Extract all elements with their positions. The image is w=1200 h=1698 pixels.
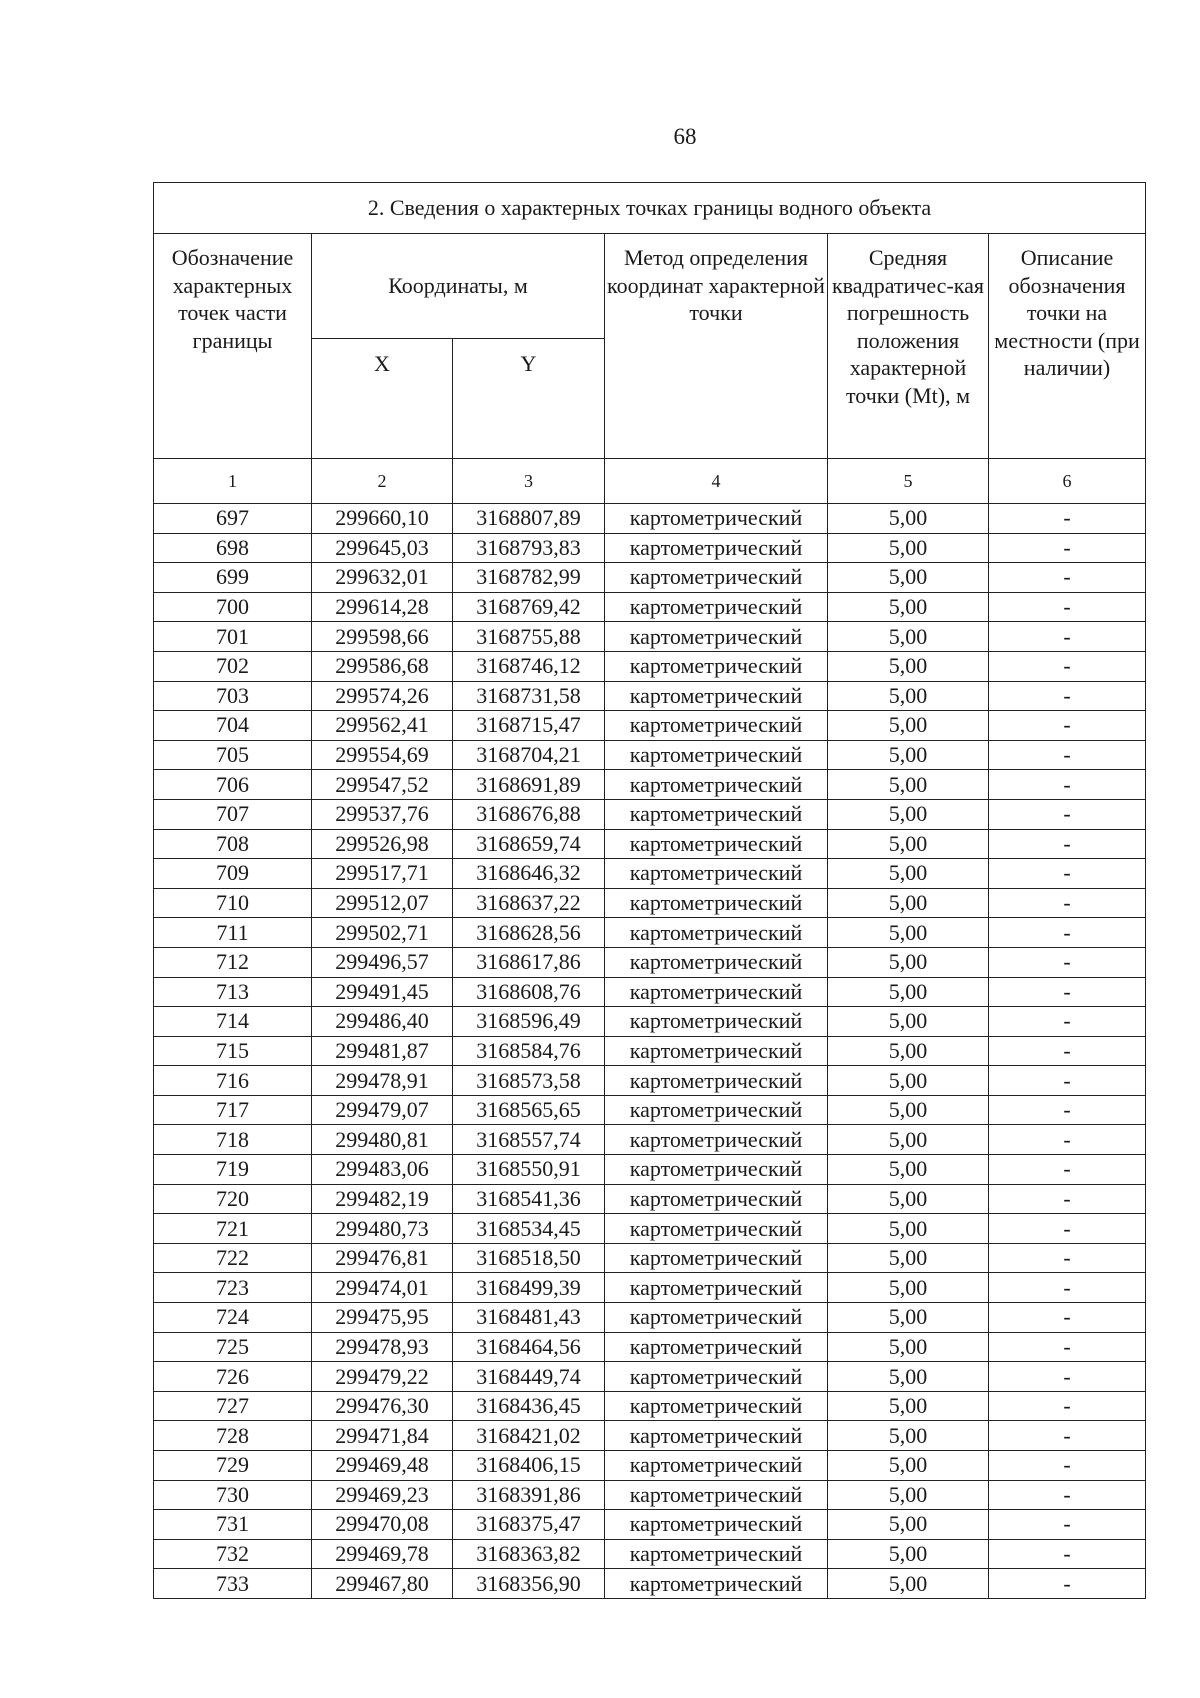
cell-x: 299476,30: [312, 1391, 453, 1421]
cell-x: 299614,28: [312, 592, 453, 622]
cell-method: картометрический: [605, 1184, 828, 1214]
cell-method: картометрический: [605, 1007, 828, 1037]
cell-point-id: 722: [154, 1243, 312, 1273]
table-row: [154, 859, 1146, 889]
cell-description: -: [989, 1007, 1146, 1037]
cell-x: 299554,69: [312, 740, 453, 770]
cell-point-id: 724: [154, 1303, 312, 1333]
cell-error: 5,00: [828, 622, 989, 652]
table-row: [154, 1539, 1146, 1569]
cell-description: -: [989, 770, 1146, 800]
cell-y: 3168793,83: [453, 533, 605, 563]
cell-description: -: [989, 1480, 1146, 1510]
cell-method: картометрический: [605, 1155, 828, 1185]
cell-method: картометрический: [605, 977, 828, 1007]
cell-x: 299475,95: [312, 1303, 453, 1333]
cell-method: картометрический: [605, 681, 828, 711]
cell-x: 299480,81: [312, 1125, 453, 1155]
table-row: [154, 799, 1146, 829]
cell-method: картометрический: [605, 770, 828, 800]
cell-point-id: 719: [154, 1155, 312, 1185]
cell-y: 3168518,50: [453, 1243, 605, 1273]
cell-error: 5,00: [828, 504, 989, 534]
cell-point-id: 712: [154, 947, 312, 977]
cell-description: -: [989, 1510, 1146, 1540]
table-row: [154, 1125, 1146, 1155]
cell-method: картометрический: [605, 1510, 828, 1540]
cell-error: 5,00: [828, 681, 989, 711]
cell-description: -: [989, 651, 1146, 681]
cell-x: 299480,73: [312, 1214, 453, 1244]
cell-description: -: [989, 829, 1146, 859]
cell-method: картометрический: [605, 799, 828, 829]
cell-x: 299471,84: [312, 1421, 453, 1451]
cell-x: 299483,06: [312, 1155, 453, 1185]
cell-description: -: [989, 533, 1146, 563]
cell-method: картометрический: [605, 504, 828, 534]
header-error: Средняя квадратичес-кая погрешность положения характерной точки (Mt), м: [828, 234, 989, 459]
cell-description: -: [989, 740, 1146, 770]
cell-y: 3168746,12: [453, 651, 605, 681]
cell-x: 299547,52: [312, 770, 453, 800]
cell-y: 3168659,74: [453, 829, 605, 859]
cell-method: картометрический: [605, 1125, 828, 1155]
cell-point-id: 708: [154, 829, 312, 859]
cell-method: картометрический: [605, 1569, 828, 1599]
cell-x: 299502,71: [312, 918, 453, 948]
cell-description: -: [989, 1066, 1146, 1096]
cell-error: 5,00: [828, 888, 989, 918]
cell-point-id: 732: [154, 1539, 312, 1569]
cell-y: 3168449,74: [453, 1362, 605, 1392]
cell-point-id: 711: [154, 918, 312, 948]
table-row: [154, 918, 1146, 948]
cell-error: 5,00: [828, 1569, 989, 1599]
cell-method: картометрический: [605, 1391, 828, 1421]
cell-x: 299586,68: [312, 651, 453, 681]
cell-y: 3168363,82: [453, 1539, 605, 1569]
cell-y: 3168617,86: [453, 947, 605, 977]
cell-point-id: 730: [154, 1480, 312, 1510]
cell-y: 3168676,88: [453, 799, 605, 829]
cell-x: 299476,81: [312, 1243, 453, 1273]
cell-description: -: [989, 1569, 1146, 1599]
cell-error: 5,00: [828, 592, 989, 622]
cell-y: 3168421,02: [453, 1421, 605, 1451]
cell-point-id: 702: [154, 651, 312, 681]
cell-error: 5,00: [828, 1451, 989, 1481]
cell-point-id: 697: [154, 504, 312, 534]
table-row: [154, 1480, 1146, 1510]
cell-y: 3168406,15: [453, 1451, 605, 1481]
cell-error: 5,00: [828, 1184, 989, 1214]
cell-description: -: [989, 1303, 1146, 1333]
column-number: 3: [453, 459, 605, 504]
cell-error: 5,00: [828, 1362, 989, 1392]
cell-point-id: 725: [154, 1332, 312, 1362]
cell-error: 5,00: [828, 1066, 989, 1096]
column-number: 4: [605, 459, 828, 504]
cell-description: -: [989, 1451, 1146, 1481]
cell-method: картометрический: [605, 1066, 828, 1096]
table-row: [154, 770, 1146, 800]
cell-point-id: 715: [154, 1036, 312, 1066]
cell-method: картометрический: [605, 1451, 828, 1481]
cell-description: -: [989, 1362, 1146, 1392]
cell-error: 5,00: [828, 1007, 989, 1037]
table-row: [154, 1155, 1146, 1185]
cell-x: 299467,80: [312, 1569, 453, 1599]
cell-x: 299474,01: [312, 1273, 453, 1303]
table-title: 2. Сведения о характерных точках границы водного объекта: [154, 183, 1146, 234]
cell-point-id: 723: [154, 1273, 312, 1303]
cell-x: 299660,10: [312, 504, 453, 534]
table-row: [154, 681, 1146, 711]
cell-error: 5,00: [828, 1273, 989, 1303]
cell-y: 3168550,91: [453, 1155, 605, 1185]
cell-x: 299469,78: [312, 1539, 453, 1569]
table-row: [154, 622, 1146, 652]
cell-x: 299469,23: [312, 1480, 453, 1510]
cell-x: 299537,76: [312, 799, 453, 829]
cell-error: 5,00: [828, 533, 989, 563]
cell-y: 3168731,58: [453, 681, 605, 711]
cell-point-id: 713: [154, 977, 312, 1007]
cell-point-id: 728: [154, 1421, 312, 1451]
cell-point-id: 706: [154, 770, 312, 800]
header-x: X: [312, 339, 453, 459]
cell-point-id: 698: [154, 533, 312, 563]
cell-method: картометрический: [605, 918, 828, 948]
table-row: [154, 1007, 1146, 1037]
cell-point-id: 726: [154, 1362, 312, 1392]
cell-x: 299526,98: [312, 829, 453, 859]
cell-method: картометрический: [605, 829, 828, 859]
cell-x: 299482,19: [312, 1184, 453, 1214]
table-row: [154, 711, 1146, 741]
cell-point-id: 717: [154, 1095, 312, 1125]
cell-description: -: [989, 1332, 1146, 1362]
cell-error: 5,00: [828, 1095, 989, 1125]
cell-method: картометрический: [605, 947, 828, 977]
table-row: [154, 1214, 1146, 1244]
cell-point-id: 727: [154, 1391, 312, 1421]
cell-description: -: [989, 1184, 1146, 1214]
cell-error: 5,00: [828, 1036, 989, 1066]
table-row: [154, 1273, 1146, 1303]
cell-y: 3168391,86: [453, 1480, 605, 1510]
cell-error: 5,00: [828, 1155, 989, 1185]
cell-error: 5,00: [828, 1510, 989, 1540]
cell-y: 3168755,88: [453, 622, 605, 652]
table-row: [154, 1095, 1146, 1125]
cell-description: -: [989, 1125, 1146, 1155]
page-number: 68: [673, 124, 697, 149]
cell-y: 3168499,39: [453, 1273, 605, 1303]
cell-point-id: 716: [154, 1066, 312, 1096]
cell-error: 5,00: [828, 770, 989, 800]
table-row: [154, 1391, 1146, 1421]
cell-description: -: [989, 859, 1146, 889]
table-row: [154, 1569, 1146, 1599]
cell-point-id: 705: [154, 740, 312, 770]
cell-error: 5,00: [828, 1243, 989, 1273]
cell-error: 5,00: [828, 947, 989, 977]
cell-y: 3168769,42: [453, 592, 605, 622]
cell-description: -: [989, 711, 1146, 741]
cell-method: картометрический: [605, 1243, 828, 1273]
cell-point-id: 720: [154, 1184, 312, 1214]
table-row: [154, 504, 1146, 534]
cell-y: 3168557,74: [453, 1125, 605, 1155]
cell-y: 3168436,45: [453, 1391, 605, 1421]
cell-point-id: 699: [154, 563, 312, 593]
cell-x: 299632,01: [312, 563, 453, 593]
cell-x: 299478,91: [312, 1066, 453, 1096]
cell-x: 299469,48: [312, 1451, 453, 1481]
cell-y: 3168646,32: [453, 859, 605, 889]
table-row: [154, 829, 1146, 859]
cell-point-id: 707: [154, 799, 312, 829]
cell-y: 3168637,22: [453, 888, 605, 918]
cell-error: 5,00: [828, 563, 989, 593]
cell-point-id: 709: [154, 859, 312, 889]
cell-description: -: [989, 799, 1146, 829]
cell-y: 3168691,89: [453, 770, 605, 800]
cell-y: 3168375,47: [453, 1510, 605, 1540]
table-row: [154, 1036, 1146, 1066]
cell-method: картометрический: [605, 1273, 828, 1303]
table-row: [154, 1303, 1146, 1333]
cell-error: 5,00: [828, 977, 989, 1007]
cell-description: -: [989, 1214, 1146, 1244]
cell-point-id: 704: [154, 711, 312, 741]
cell-y: 3168715,47: [453, 711, 605, 741]
cell-y: 3168704,21: [453, 740, 605, 770]
cell-method: картометрический: [605, 1036, 828, 1066]
cell-description: -: [989, 681, 1146, 711]
cell-method: картометрический: [605, 1095, 828, 1125]
table-row: [154, 1243, 1146, 1273]
cell-description: -: [989, 592, 1146, 622]
cell-y: 3168782,99: [453, 563, 605, 593]
cell-y: 3168534,45: [453, 1214, 605, 1244]
cell-point-id: 731: [154, 1510, 312, 1540]
header-description: Описание обозначения точки на местности (при наличии): [989, 234, 1146, 459]
column-number: 5: [828, 459, 989, 504]
cell-x: 299562,41: [312, 711, 453, 741]
cell-x: 299479,07: [312, 1095, 453, 1125]
cell-description: -: [989, 1421, 1146, 1451]
cell-y: 3168464,56: [453, 1332, 605, 1362]
table-row: [154, 563, 1146, 593]
cell-point-id: 714: [154, 1007, 312, 1037]
header-method: Метод определения координат характерной точки: [605, 234, 828, 459]
cell-description: -: [989, 504, 1146, 534]
cell-description: -: [989, 947, 1146, 977]
cell-x: 299517,71: [312, 859, 453, 889]
table-row: [154, 1362, 1146, 1392]
cell-y: 3168565,65: [453, 1095, 605, 1125]
cell-error: 5,00: [828, 1421, 989, 1451]
cell-x: 299645,03: [312, 533, 453, 563]
cell-method: картометрический: [605, 859, 828, 889]
cell-y: 3168596,49: [453, 1007, 605, 1037]
cell-method: картометрический: [605, 592, 828, 622]
cell-method: картометрический: [605, 1421, 828, 1451]
cell-x: 299574,26: [312, 681, 453, 711]
cell-description: -: [989, 1095, 1146, 1125]
cell-description: -: [989, 1391, 1146, 1421]
cell-description: -: [989, 563, 1146, 593]
cell-error: 5,00: [828, 799, 989, 829]
table-row: [154, 1184, 1146, 1214]
cell-y: 3168584,76: [453, 1036, 605, 1066]
cell-x: 299481,87: [312, 1036, 453, 1066]
cell-x: 299496,57: [312, 947, 453, 977]
table-row: [154, 947, 1146, 977]
cell-description: -: [989, 1155, 1146, 1185]
header-coordinates: Координаты, м: [312, 234, 605, 339]
cell-error: 5,00: [828, 1125, 989, 1155]
cell-error: 5,00: [828, 1480, 989, 1510]
cell-method: картометрический: [605, 1303, 828, 1333]
cell-description: -: [989, 1036, 1146, 1066]
cell-description: -: [989, 1273, 1146, 1303]
cell-y: 3168807,89: [453, 504, 605, 534]
header-y: Y: [453, 339, 605, 459]
cell-point-id: 701: [154, 622, 312, 652]
cell-y: 3168628,56: [453, 918, 605, 948]
cell-method: картометрический: [605, 1480, 828, 1510]
cell-error: 5,00: [828, 711, 989, 741]
cell-x: 299598,66: [312, 622, 453, 652]
cell-method: картометрический: [605, 888, 828, 918]
table-row: [154, 651, 1146, 681]
cell-method: картометрический: [605, 622, 828, 652]
cell-y: 3168608,76: [453, 977, 605, 1007]
cell-x: 299486,40: [312, 1007, 453, 1037]
cell-method: картометрический: [605, 740, 828, 770]
column-number: 1: [154, 459, 312, 504]
cell-error: 5,00: [828, 740, 989, 770]
cell-error: 5,00: [828, 859, 989, 889]
cell-method: картометрический: [605, 1539, 828, 1569]
cell-error: 5,00: [828, 1539, 989, 1569]
cell-description: -: [989, 977, 1146, 1007]
cell-method: картометрический: [605, 1332, 828, 1362]
cell-error: 5,00: [828, 1214, 989, 1244]
cell-x: 299479,22: [312, 1362, 453, 1392]
cell-description: -: [989, 622, 1146, 652]
table-row: [154, 888, 1146, 918]
cell-point-id: 703: [154, 681, 312, 711]
cell-method: картометрический: [605, 1362, 828, 1392]
cell-point-id: 718: [154, 1125, 312, 1155]
cell-x: 299512,07: [312, 888, 453, 918]
cell-x: 299470,08: [312, 1510, 453, 1540]
table-row: [154, 1451, 1146, 1481]
cell-description: -: [989, 918, 1146, 948]
cell-point-id: 710: [154, 888, 312, 918]
cell-description: -: [989, 1539, 1146, 1569]
cell-method: картометрический: [605, 651, 828, 681]
column-number-row: [154, 459, 1146, 504]
table-row: [154, 1332, 1146, 1362]
cell-description: -: [989, 1243, 1146, 1273]
cell-error: 5,00: [828, 1391, 989, 1421]
cell-error: 5,00: [828, 651, 989, 681]
cell-point-id: 733: [154, 1569, 312, 1599]
cell-y: 3168573,58: [453, 1066, 605, 1096]
table-row: [154, 1421, 1146, 1451]
cell-y: 3168481,43: [453, 1303, 605, 1333]
cell-method: картометрический: [605, 711, 828, 741]
cell-description: -: [989, 888, 1146, 918]
table-row: [154, 1066, 1146, 1096]
cell-x: 299491,45: [312, 977, 453, 1007]
cell-point-id: 729: [154, 1451, 312, 1481]
table-row: [154, 592, 1146, 622]
cell-y: 3168541,36: [453, 1184, 605, 1214]
cell-point-id: 721: [154, 1214, 312, 1244]
table-body: [154, 504, 1146, 1599]
cell-y: 3168356,90: [453, 1569, 605, 1599]
cell-method: картометрический: [605, 533, 828, 563]
column-number: 6: [989, 459, 1146, 504]
table-row: [154, 977, 1146, 1007]
table-row: [154, 1510, 1146, 1540]
cell-point-id: 700: [154, 592, 312, 622]
cell-error: 5,00: [828, 1332, 989, 1362]
boundary-points-table: [153, 182, 1146, 1599]
cell-error: 5,00: [828, 829, 989, 859]
cell-error: 5,00: [828, 918, 989, 948]
cell-method: картометрический: [605, 1214, 828, 1244]
column-number: 2: [312, 459, 453, 504]
table-row: [154, 533, 1146, 563]
header-point-designation: Обозначение характерных точек части границы: [154, 234, 312, 459]
cell-method: картометрический: [605, 563, 828, 593]
cell-x: 299478,93: [312, 1332, 453, 1362]
table-row: [154, 740, 1146, 770]
cell-error: 5,00: [828, 1303, 989, 1333]
